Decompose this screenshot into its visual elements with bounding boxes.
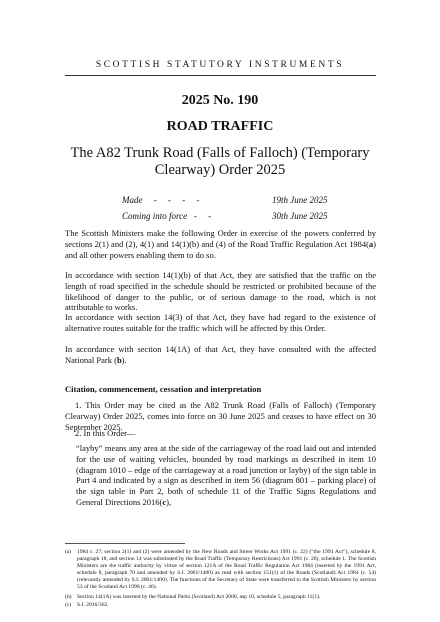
preamble-paragraph: In accordance with section 14(1A) of that Act, they have consulted with the affected National Park (b). <box>65 344 376 365</box>
instrument-number: 2025 No. 190 <box>181 93 259 108</box>
made-date: 19th June 2025 <box>272 195 328 205</box>
footnote-ref-c[interactable]: c <box>162 496 167 507</box>
footnote-text: S.I. 2016/362. <box>77 602 109 608</box>
footnote-ref-b[interactable]: b <box>116 354 122 365</box>
footnote <box>65 594 376 601</box>
made-label: Made - - - - <box>122 195 200 205</box>
layby-definition: “layby” means any area at the side of the carriageway of the road laid out and intended for the use of waiting vehicles, bounded by road markings as described in item 10 (diagram 1010 – edge of the carriageway at a road junction or layby) of the sign table in Part 4 and indicated by a sign as described in item 56 (diagram 801 – parking place) of the sign table in Part 2, both of schedule 11 of the Traffic Signs Regulations and General Directions 2016(c), <box>76 443 376 507</box>
article-2: 2. In this Order— <box>75 428 136 438</box>
footnote-ref-a[interactable]: a <box>368 238 374 249</box>
footnote <box>65 549 376 591</box>
footnote-text: Section 14(1A) was inserted by the National Parks (Scotland) Act 2000, asp 10, schedule 5, paragraph 11(1). <box>77 594 321 600</box>
footnote-tag: (b) <box>65 594 72 600</box>
series-header: SCOTTISH STATUTORY INSTRUMENTS <box>95 60 345 70</box>
preamble-paragraph: In accordance with section 14(1)(b) of that Act, they are satisfied that the traffic on the length of road specified in the schedule should be restricted or prohibited because of the likelihood of danger to the public, or of serious damage to the road, which is not attributable to works. <box>65 270 376 313</box>
footnote-rule <box>65 543 185 544</box>
header-rule <box>65 75 376 76</box>
made-date-row <box>0 195 440 211</box>
footnote-tag: (a) <box>65 549 72 555</box>
preamble-paragraph: In accordance with section 14(3) of that Act, they have had regard to the existence of alternative routes suitable for the traffic which will be affected by this Order. <box>65 312 376 333</box>
commencement-date-row <box>0 211 440 227</box>
footnote-text: 1984 c. 27; section 2(1) and (2) were amended by the New Roads and Street Works Act 1991 (c. 22) (“the 1991 Act”), schedule 8, paragraph 18, and section 14 was substituted by the Road Traffic (Temporary Restrictions) Act 1991 (c. 26), schedule 1. The Scottish Ministers are the traffic authority by virtue of section 121A of the Road Traffic Regulation Act 1984 (inserted by the 1991 Act, schedule 8, paragraph 70 and amended by S.I. 2001/1400) as read with section 151(1) of the Roads (Scotland) Act 1984 (c. 54) (relevantly amended by S.I. 2001/1400). The functions of the Secretary of State were transferred to the Scottish Ministers by section 53 of the Scotland Act 1998 (c. 46). <box>77 549 376 590</box>
footnote-tag: (c) <box>65 602 72 608</box>
preamble-paragraph: The Scottish Ministers make the following Order in exercise of the powers conferred by sections 2(1) and (2), 4(1) and 14(1)(b) and (4) of the Road Traffic Regulation Act 1984(a) and all other powers enabling them to do so. <box>65 228 376 260</box>
dates-block <box>0 195 440 227</box>
commencement-date: 30th June 2025 <box>272 211 328 221</box>
footnote <box>65 602 376 609</box>
commencement-label: Coming into force - - <box>122 211 212 221</box>
order-title: The A82 Trunk Road (Falls of Falloch) (Temporary Clearway) Order 2025 <box>70 145 370 178</box>
article-1: 1. This Order may be cited as the A82 Trunk Road (Falls of Falloch) (Temporary Clearway) Order 2025, comes into force on 30 June 2025 and ceases to have effect on 30 September 2025. <box>65 400 376 432</box>
section-heading: Citation, commencement, cessation and interpretation <box>65 384 262 394</box>
subject-heading: ROAD TRAFFIC <box>166 119 274 134</box>
